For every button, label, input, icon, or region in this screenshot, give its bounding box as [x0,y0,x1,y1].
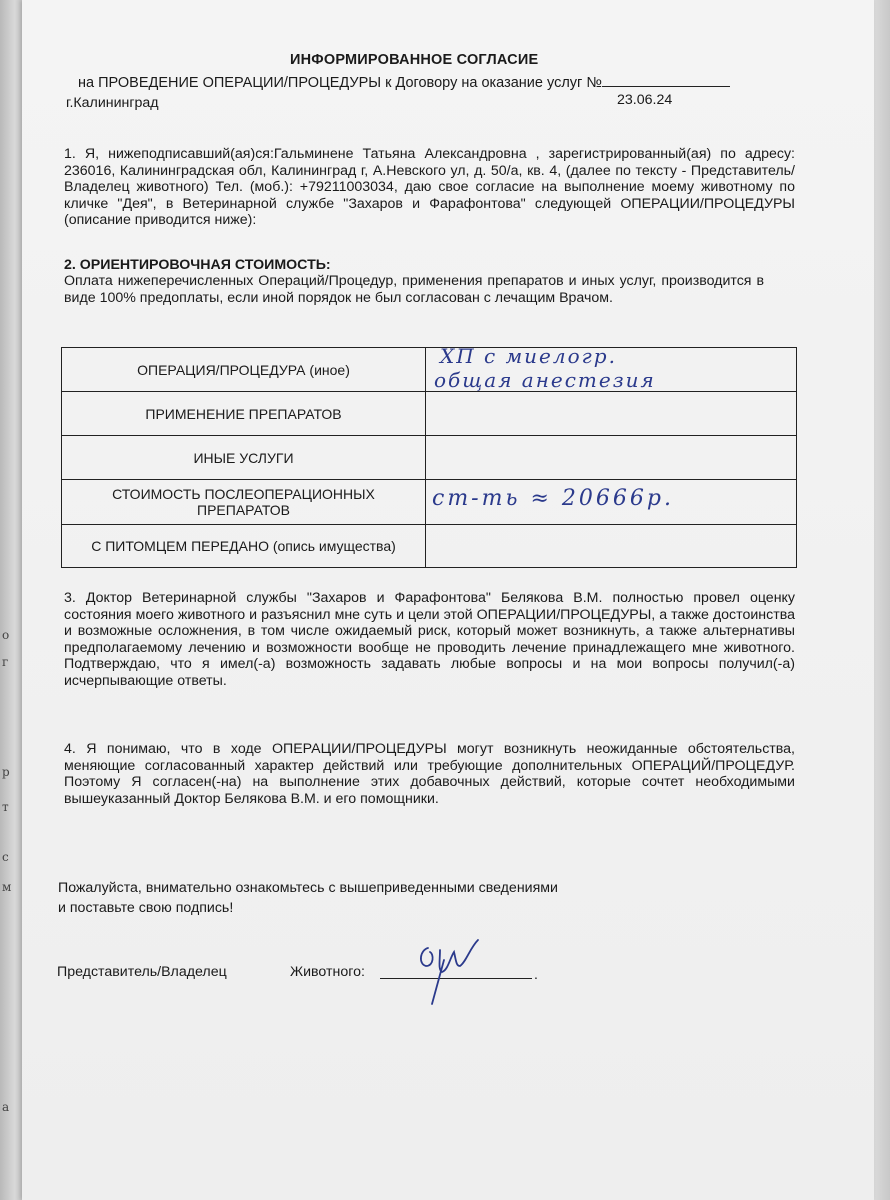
row-label-postop-line1: СТОИМОСТЬ ПОСЛЕОПЕРАЦИОННЫХ [112,486,375,502]
row-value-drugs[interactable] [426,392,797,436]
date: 23.06.24 [617,92,673,108]
animal-label: Животного: [290,964,365,980]
row-value-belongings[interactable] [426,525,797,568]
handwritten-cost: ст-ть ≈ 20666р. [432,486,674,511]
row-label-postop-line2: ПРЕПАРАТОВ [197,502,290,518]
handwritten-operation-line1: ХП с миелогр. [440,344,617,368]
owner-label: Представитель/Владелец [57,964,227,980]
row-label-drugs: ПРИМЕНЕНИЕ ПРЕПАРАТОВ [62,392,426,436]
cost-table [61,344,797,568]
background-page-edge [0,0,24,1200]
signature-stroke [421,940,478,1004]
edge-fragment: а [2,1100,10,1114]
paragraph-4: 4. Я понимаю, что в ходе ОПЕРАЦИИ/ПРОЦЕДУРЫ могут возникнуть неожиданные обстоятельства, меняющие согласованный характер действий или требующие дополнительных ОПЕРАЦИЙ/ПРОЦЕДУР. Поэтому Я согласен(-на) на выполнение этих добавочных действий, которые сочтет необходимыми вышеуказанный Доктор Белякова В.М. и его помощники. [64,741,795,807]
row-label-belongings: С ПИТОМЦЕМ ПЕРЕДАНО (опись имущества) [62,525,426,568]
edge-fragment: г [2,655,9,669]
table-row [62,436,797,480]
background-right-edge [872,0,890,1200]
edge-fragment: с [2,850,9,864]
city: г.Калининград [66,95,159,111]
table-row [62,480,797,525]
edge-fragment: о [2,628,10,642]
handwritten-operation-line2: общая анестезия [434,368,656,392]
row-label-operation: ОПЕРАЦИЯ/ПРОЦЕДУРА (иное) [62,348,426,392]
closing-request [58,878,558,918]
row-value-other-services[interactable] [426,436,797,480]
closing-line-1: Пожалуйста, внимательно ознакомьтесь с вышеприведенными сведениями [58,880,558,896]
contract-number-field[interactable] [602,74,730,87]
row-value-operation[interactable] [426,344,797,392]
table-row [62,525,797,568]
paragraph-3: 3. Доктор Ветеринарной службы "Захаров и Фарафонтова" Белякова В.М. полностью провел оценку состояния моего животного и разъяснил мне суть и цели этой ОПЕРАЦИИ/ПРОЦЕДУРЫ, а также достоинства и возможные осложнения, в том числе ожидаемый риск, который может возникнуть, а также альтернативы предполагаемому лечению и возможности вообще не проводить лечение принадлежащего мне животного. Подтверждаю, что я имел(-а) возможность задавать любые вопросы и на мои вопросы получил(-а) исчерпывающие ответы. [64,590,795,689]
row-label-other-services: ИНЫЕ УСЛУГИ [62,436,426,480]
document-subtitle [78,74,730,92]
subtitle-text: на ПРОВЕДЕНИЕ ОПЕРАЦИИ/ПРОЦЕДУРЫ к Договору на оказание услуг № [78,75,602,91]
handwritten-signature [400,930,490,1010]
paragraph-1: 1. Я, нижеподписавший(ая)ся:Гальминене Татьяна Александровна , зарегистрированный(ая) по адресу: 236016, Калининградская обл, Калининград г, А.Невского ул, д. 50/а, кв. 4, (далее по тексту - Представитель/Владелец животного) Тел. (моб.): +79211003034, даю свое согласие на выполнение моему животному по кличке "Дея", в Ветеринарной службе "Захаров и Фарафонтова" следующей ОПЕРАЦИИ/ПРОЦЕДУРЫ (описание приводится ниже): [64,146,795,228]
row-value-postop-drugs[interactable] [426,480,797,525]
table-row [62,348,797,392]
edge-fragment: м [2,880,12,894]
document-title: ИНФОРМИРОВАННОЕ СОГЛАСИЕ [290,52,539,68]
paragraph-2: Оплата нижеперечисленных Операций/Процедур, применения препаратов и иных услуг, производится в виде 100% предоплаты, если иной порядок не был согласован с лечащим Врачом. [64,273,764,306]
edge-fragment: т [2,800,9,814]
closing-line-2: и поставьте свою подпись! [58,900,234,916]
table-row [62,392,797,436]
row-label-postop-drugs [62,480,426,525]
section-2-heading: 2. ОРИЕНТИРОВОЧНАЯ СТОИМОСТЬ: [64,257,331,273]
edge-fragment: р [2,765,10,779]
signature-dot: . [534,966,538,982]
